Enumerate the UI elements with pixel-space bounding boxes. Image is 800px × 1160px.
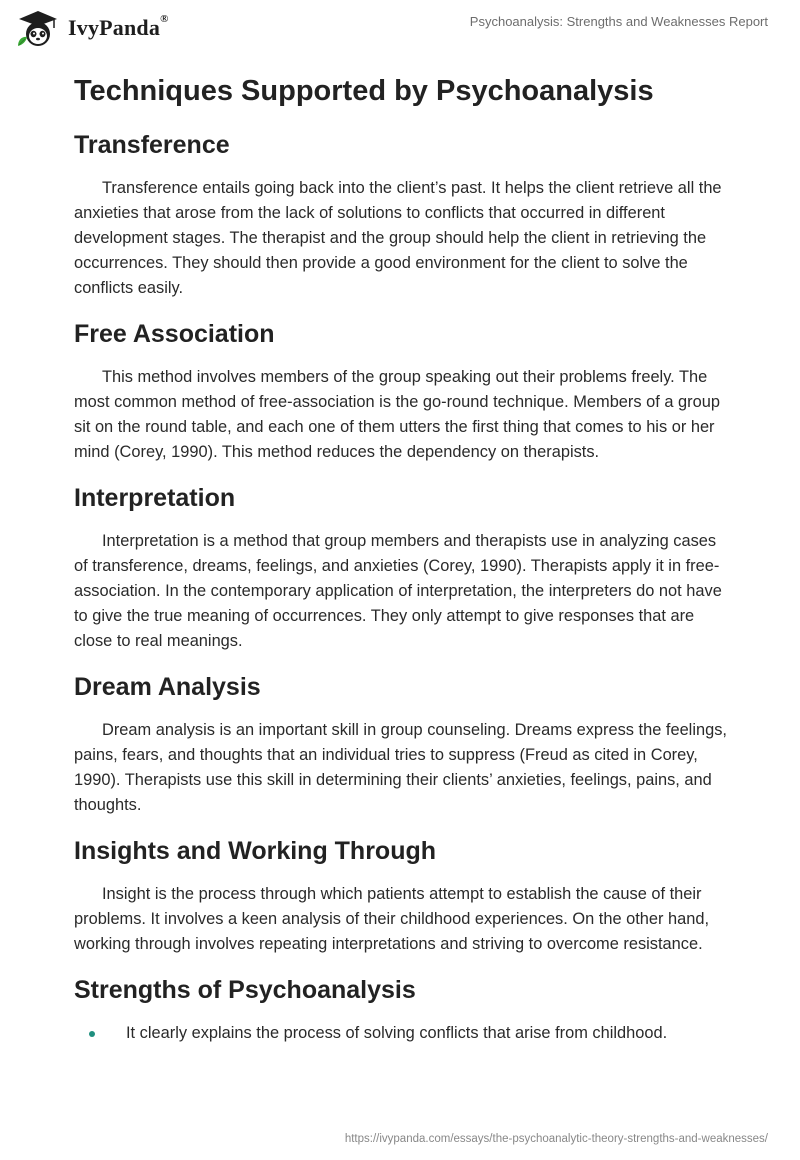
source-url[interactable]: https://ivypanda.com/essays/the-psychoanalytic-theory-strengths-and-weaknesses/ [344,1133,768,1145]
section-paragraph: This method involves members of the group speaking out their problems freely. The most common method of free-association is the go-round technique. Members of a group sit on the round table, and each one of them utters the first thing that comes to his or her mind (Corey, 1990). This method reduces the dependency on therapists. [74,368,720,461]
section-heading: Insights and Working Through [74,837,437,865]
page-header [0,0,800,60]
logo-wordmark: IvyPanda® [68,13,169,40]
section-heading: Interpretation [74,484,236,512]
section-paragraph: Interpretation is a method that group members and therapists use in analyzing cases of transference, dreams, feelings, and anxieties (Corey, 1990). Therapists apply it in free-association. In the contemporary application of interpretation, the interpreters do not have to give the true meaning of occurrences. They only attempt to give responses that are close to real meanings. [74,532,722,650]
list-item-text: It clearly explains the process of solving conflicts that arise from childhood. [126,1024,668,1042]
section-heading: Free Association [74,320,275,348]
section-paragraph: Insight is the process through which patients attempt to establish the cause of their problems. It involves a keen analysis of their childhood experiences. On the other hand, working through involves repeating interpretations and striving to overcome resistance. [74,885,710,953]
strengths-list [74,1021,734,1046]
section-strengths [74,973,734,1046]
section-free-association [74,317,734,465]
page-title: Techniques Supported by Psychoanalysis [74,75,654,107]
article-body [74,70,734,1046]
list-item [74,1021,734,1046]
section-paragraph: Dream analysis is an important skill in group counseling. Dreams express the feelings, pains, fears, and thoughts that an individual tries to suppress (Freud as cited in Corey, 1990). Therapists use this skill in determining their clients’ anxieties, feelings, pains, and thoughts. [74,721,727,814]
ivypanda-logo[interactable] [14,8,169,48]
section-interpretation [74,481,734,654]
section-heading: Transference [74,131,230,159]
panda-graduate-icon [14,8,62,48]
section-paragraph: Transference entails going back into the client’s past. It helps the client retrieve all the anxieties that arose from the lack of solutions to conflicts that occurred in different development stages. The therapist and the group should help the client in retrieving the occurrences. They should then provide a good environment for the client to solve the conflicts easily. [74,179,722,297]
section-heading: Dream Analysis [74,673,261,701]
section-heading: Strengths of Psychoanalysis [74,976,416,1004]
bullet-dot-icon [89,1031,95,1037]
section-insights [74,834,734,957]
section-transference [74,128,734,301]
document-title: Psychoanalysis: Strengths and Weaknesses Report [469,14,768,29]
section-dream-analysis [74,670,734,818]
